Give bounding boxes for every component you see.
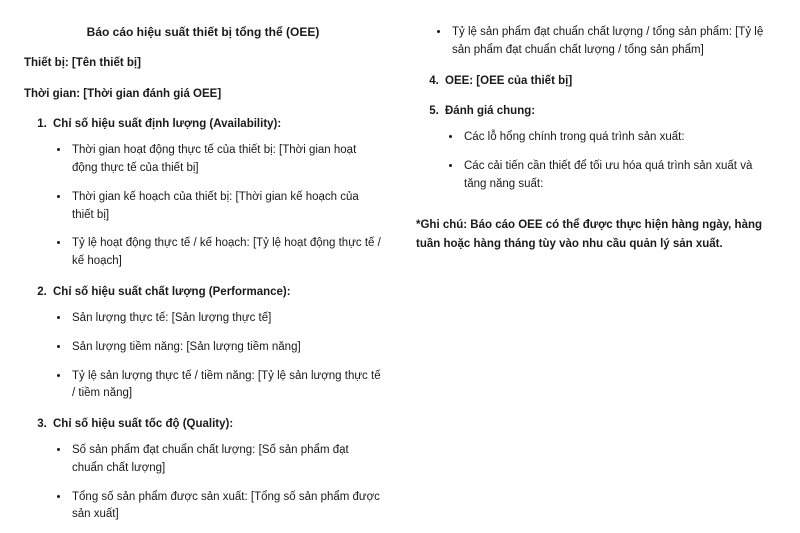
section-performance-heading: Chỉ số hiệu suất chất lượng (Performance): xyxy=(53,286,291,299)
section-overall-assessment-heading: Đánh giá chung: xyxy=(445,105,536,118)
section-quality-heading: Chỉ số hiệu suất tốc độ (Quality): xyxy=(53,418,234,431)
section-availability xyxy=(50,116,382,271)
section-overall-assessment xyxy=(442,103,770,193)
list-item: • Tỷ lệ hoạt động thực tế / kế hoạch: [Tỷ lệ hoạt động thực tế / kế hoạch] xyxy=(70,235,382,271)
list-item: • Sản lượng tiềm năng: [Sản lượng tiềm năng] xyxy=(70,339,382,357)
section-availability-bullets xyxy=(53,142,382,271)
section-availability-heading: Chỉ số hiệu suất định lượng (Availability): xyxy=(53,118,282,131)
section-oee xyxy=(442,73,770,91)
list-item: • Thời gian kế hoạch của thiết bị: [Thời gian kế hoạch của thiết bị] xyxy=(70,189,382,225)
page-title: Báo cáo hiệu suất thiết bị tổng thể (OEE) xyxy=(86,25,320,39)
section-quality-bullets xyxy=(53,442,382,524)
section-oee-heading: OEE: [OEE của thiết bị] xyxy=(445,74,573,87)
footnote: *Ghi chú: Báo cáo OEE có thể được thực hiện hàng ngày, hàng tuần hoặc hàng tháng tùy vào nhu cầu quản lý sản xuất. xyxy=(416,218,763,251)
section-performance-bullets xyxy=(53,310,382,403)
list-item: • Số sản phẩm đạt chuẩn chất lượng: [Số sản phẩm đạt chuẩn chất lượng] xyxy=(70,442,382,478)
field-time-label: Thời gian: xyxy=(24,87,81,100)
field-time-value: [Thời gian đánh giá OEE] xyxy=(83,87,222,100)
list-item: • Tỷ lệ sản lượng thực tế / tiềm năng: [Tỷ lệ sản lượng thực tế / tiềm năng] xyxy=(70,368,382,404)
sections-list-right xyxy=(416,73,770,194)
field-device-value: [Tên thiết bị] xyxy=(71,56,141,69)
field-time xyxy=(24,86,382,104)
list-item: • Tổng số sản phẩm được sản xuất: [Tổng số sản phẩm được sản xuất] xyxy=(70,489,382,525)
list-item: • Các lỗ hổng chính trong quá trình sản xuất: xyxy=(462,129,770,147)
section-performance xyxy=(50,284,382,403)
list-item: • Các cải tiến cần thiết để tối ưu hóa quá trình sản xuất và tăng năng suất: xyxy=(462,158,770,194)
section-quality xyxy=(50,416,382,524)
field-device xyxy=(24,55,382,73)
list-item: • Sản lượng thực tế: [Sản lượng thực tế] xyxy=(70,310,382,328)
right-column xyxy=(400,0,800,255)
list-item: • Thời gian hoạt động thực tế của thiết bị: [Thời gian hoạt động thực tế của thiết bị] xyxy=(70,142,382,178)
section-overall-assessment-bullets xyxy=(445,129,770,193)
quality-bullets-continued xyxy=(416,24,770,60)
sections-list-left xyxy=(24,116,382,524)
field-device-label: Thiết bị: xyxy=(24,56,69,69)
list-item: • Tỷ lệ sản phẩm đạt chuẩn chất lượng / tổng sản phẩm: [Tỷ lệ sản phẩm đạt chuẩn chất lượng / tổng sản phẩm] xyxy=(450,24,770,60)
